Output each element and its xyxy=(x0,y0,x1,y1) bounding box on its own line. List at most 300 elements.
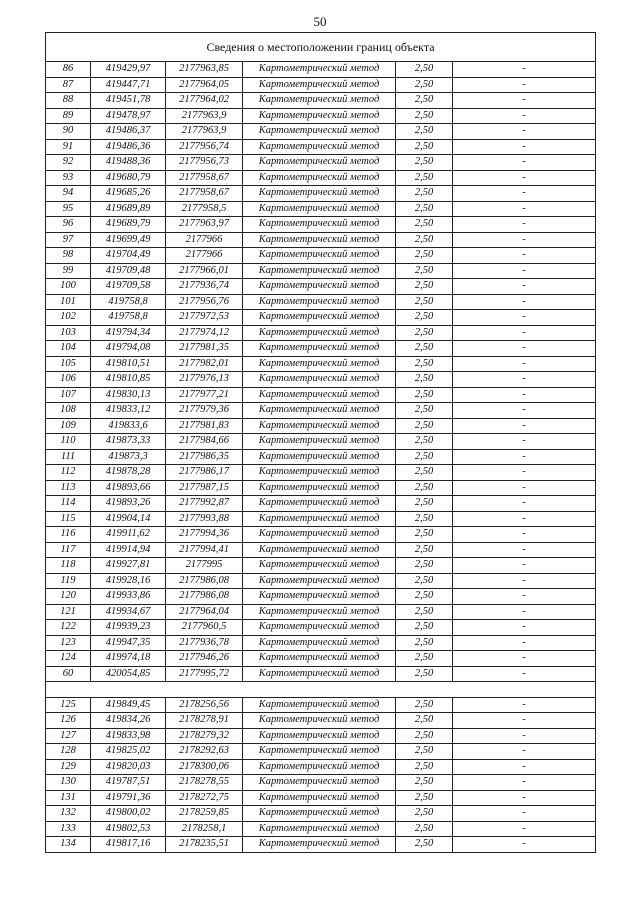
point-number-cell: 114 xyxy=(46,496,91,512)
point-number-cell: 98 xyxy=(46,248,91,264)
method-cell: Картометрический метод xyxy=(243,294,396,310)
method-cell: Картометрический метод xyxy=(243,449,396,465)
table-row xyxy=(46,697,596,713)
table-row xyxy=(46,449,596,465)
description-cell: - xyxy=(453,217,596,233)
point-number-cell: 106 xyxy=(46,372,91,388)
table-row xyxy=(46,790,596,806)
method-cell: Картометрический метод xyxy=(243,93,396,109)
description-cell: - xyxy=(453,232,596,248)
point-number-cell: 119 xyxy=(46,573,91,589)
description-cell: - xyxy=(453,434,596,450)
accuracy-cell: 2,50 xyxy=(396,713,453,729)
y-coordinate-cell: 2177994,36 xyxy=(166,527,243,543)
method-cell: Картометрический метод xyxy=(243,775,396,791)
method-cell: Картометрический метод xyxy=(243,744,396,760)
table-row xyxy=(46,279,596,295)
accuracy-cell: 2,50 xyxy=(396,310,453,326)
y-coordinate-cell: 2177993,88 xyxy=(166,511,243,527)
method-cell: Картометрический метод xyxy=(243,728,396,744)
point-number-cell: 127 xyxy=(46,728,91,744)
accuracy-cell: 2,50 xyxy=(396,744,453,760)
table-row xyxy=(46,325,596,341)
x-coordinate-cell: 419680,79 xyxy=(91,170,166,186)
accuracy-cell: 2,50 xyxy=(396,542,453,558)
y-coordinate-cell: 2178235,51 xyxy=(166,837,243,853)
group-separator-cell xyxy=(46,682,596,698)
x-coordinate-cell: 419833,12 xyxy=(91,403,166,419)
accuracy-cell: 2,50 xyxy=(396,108,453,124)
table-row xyxy=(46,837,596,853)
accuracy-cell: 2,50 xyxy=(396,480,453,496)
x-coordinate-cell: 419794,08 xyxy=(91,341,166,357)
x-coordinate-cell: 419911,62 xyxy=(91,527,166,543)
x-coordinate-cell: 419873,3 xyxy=(91,449,166,465)
method-cell: Картометрический метод xyxy=(243,465,396,481)
y-coordinate-cell: 2177972,53 xyxy=(166,310,243,326)
table-row xyxy=(46,558,596,574)
method-cell: Картометрический метод xyxy=(243,620,396,636)
table-row xyxy=(46,511,596,527)
table-row xyxy=(46,713,596,729)
table-row xyxy=(46,573,596,589)
y-coordinate-cell: 2177963,97 xyxy=(166,217,243,233)
x-coordinate-cell: 419486,36 xyxy=(91,139,166,155)
x-coordinate-cell: 419787,51 xyxy=(91,775,166,791)
table-row xyxy=(46,589,596,605)
description-cell: - xyxy=(453,356,596,372)
accuracy-cell: 2,50 xyxy=(396,558,453,574)
point-number-cell: 87 xyxy=(46,77,91,93)
point-number-cell: 117 xyxy=(46,542,91,558)
table-row xyxy=(46,155,596,171)
accuracy-cell: 2,50 xyxy=(396,790,453,806)
method-cell: Картометрический метод xyxy=(243,589,396,605)
x-coordinate-cell: 419794,34 xyxy=(91,325,166,341)
description-cell: - xyxy=(453,248,596,264)
method-cell: Картометрический метод xyxy=(243,558,396,574)
point-number-cell: 92 xyxy=(46,155,91,171)
y-coordinate-cell: 2178272,75 xyxy=(166,790,243,806)
accuracy-cell: 2,50 xyxy=(396,232,453,248)
x-coordinate-cell: 419849,45 xyxy=(91,697,166,713)
method-cell: Картометрический метод xyxy=(243,201,396,217)
method-cell: Картометрический метод xyxy=(243,372,396,388)
point-number-cell: 124 xyxy=(46,651,91,667)
table-row xyxy=(46,666,596,682)
method-cell: Картометрический метод xyxy=(243,341,396,357)
description-cell: - xyxy=(453,790,596,806)
table-row xyxy=(46,62,596,78)
accuracy-cell: 2,50 xyxy=(396,604,453,620)
accuracy-cell: 2,50 xyxy=(396,449,453,465)
method-cell: Картометрический метод xyxy=(243,139,396,155)
table-row xyxy=(46,821,596,837)
accuracy-cell: 2,50 xyxy=(396,325,453,341)
method-cell: Картометрический метод xyxy=(243,403,396,419)
description-cell: - xyxy=(453,77,596,93)
method-cell: Картометрический метод xyxy=(243,511,396,527)
y-coordinate-cell: 2177958,67 xyxy=(166,170,243,186)
method-cell: Картометрический метод xyxy=(243,651,396,667)
table-row xyxy=(46,775,596,791)
y-coordinate-cell: 2177981,83 xyxy=(166,418,243,434)
method-cell: Картометрический метод xyxy=(243,108,396,124)
point-number-cell: 130 xyxy=(46,775,91,791)
point-number-cell: 94 xyxy=(46,186,91,202)
description-cell: - xyxy=(453,170,596,186)
point-number-cell: 95 xyxy=(46,201,91,217)
table-row xyxy=(46,341,596,357)
y-coordinate-cell: 2178278,55 xyxy=(166,775,243,791)
accuracy-cell: 2,50 xyxy=(396,93,453,109)
description-cell: - xyxy=(453,496,596,512)
description-cell: - xyxy=(453,139,596,155)
description-cell: - xyxy=(453,635,596,651)
table-row xyxy=(46,93,596,109)
description-cell: - xyxy=(453,511,596,527)
x-coordinate-cell: 419709,48 xyxy=(91,263,166,279)
point-number-cell: 100 xyxy=(46,279,91,295)
x-coordinate-cell: 419810,51 xyxy=(91,356,166,372)
method-cell: Картометрический метод xyxy=(243,790,396,806)
table-row xyxy=(46,604,596,620)
method-cell: Картометрический метод xyxy=(243,356,396,372)
method-cell: Картометрический метод xyxy=(243,666,396,682)
x-coordinate-cell: 419704,49 xyxy=(91,248,166,264)
accuracy-cell: 2,50 xyxy=(396,775,453,791)
table-row xyxy=(46,542,596,558)
y-coordinate-cell: 2178300,06 xyxy=(166,759,243,775)
x-coordinate-cell: 419833,98 xyxy=(91,728,166,744)
accuracy-cell: 2,50 xyxy=(396,356,453,372)
accuracy-cell: 2,50 xyxy=(396,666,453,682)
y-coordinate-cell: 2177984,66 xyxy=(166,434,243,450)
description-cell: - xyxy=(453,186,596,202)
y-coordinate-cell: 2177995 xyxy=(166,558,243,574)
accuracy-cell: 2,50 xyxy=(396,573,453,589)
method-cell: Картометрический метод xyxy=(243,496,396,512)
point-number-cell: 109 xyxy=(46,418,91,434)
point-number-cell: 102 xyxy=(46,310,91,326)
method-cell: Картометрический метод xyxy=(243,217,396,233)
point-number-cell: 121 xyxy=(46,604,91,620)
accuracy-cell: 2,50 xyxy=(396,62,453,78)
method-cell: Картометрический метод xyxy=(243,806,396,822)
table-row xyxy=(46,480,596,496)
method-cell: Картометрический метод xyxy=(243,635,396,651)
point-number-cell: 134 xyxy=(46,837,91,853)
description-cell: - xyxy=(453,403,596,419)
description-cell: - xyxy=(453,806,596,822)
point-number-cell: 123 xyxy=(46,635,91,651)
table-row xyxy=(46,465,596,481)
x-coordinate-cell: 419914,94 xyxy=(91,542,166,558)
y-coordinate-cell: 2177966,01 xyxy=(166,263,243,279)
y-coordinate-cell: 2177992,87 xyxy=(166,496,243,512)
x-coordinate-cell: 419904,14 xyxy=(91,511,166,527)
method-cell: Картометрический метод xyxy=(243,573,396,589)
boundary-table-container xyxy=(45,32,595,853)
method-cell: Картометрический метод xyxy=(243,124,396,140)
method-cell: Картометрический метод xyxy=(243,325,396,341)
x-coordinate-cell: 419947,35 xyxy=(91,635,166,651)
method-cell: Картометрический метод xyxy=(243,232,396,248)
x-coordinate-cell: 419699,49 xyxy=(91,232,166,248)
accuracy-cell: 2,50 xyxy=(396,77,453,93)
accuracy-cell: 2,50 xyxy=(396,294,453,310)
description-cell: - xyxy=(453,651,596,667)
point-number-cell: 113 xyxy=(46,480,91,496)
point-number-cell: 112 xyxy=(46,465,91,481)
description-cell: - xyxy=(453,108,596,124)
table-row xyxy=(46,806,596,822)
method-cell: Картометрический метод xyxy=(243,713,396,729)
y-coordinate-cell: 2177963,9 xyxy=(166,108,243,124)
accuracy-cell: 2,50 xyxy=(396,527,453,543)
accuracy-cell: 2,50 xyxy=(396,124,453,140)
x-coordinate-cell: 419800,02 xyxy=(91,806,166,822)
x-coordinate-cell: 419802,53 xyxy=(91,821,166,837)
accuracy-cell: 2,50 xyxy=(396,651,453,667)
description-cell: - xyxy=(453,573,596,589)
description-cell: - xyxy=(453,372,596,388)
x-coordinate-cell: 419486,37 xyxy=(91,124,166,140)
point-number-cell: 108 xyxy=(46,403,91,419)
table-row xyxy=(46,403,596,419)
table-row xyxy=(46,248,596,264)
point-number-cell: 107 xyxy=(46,387,91,403)
method-cell: Картометрический метод xyxy=(243,480,396,496)
description-cell: - xyxy=(453,93,596,109)
table-row xyxy=(46,728,596,744)
y-coordinate-cell: 2177963,85 xyxy=(166,62,243,78)
y-coordinate-cell: 2178279,32 xyxy=(166,728,243,744)
y-coordinate-cell: 2177960,5 xyxy=(166,620,243,636)
x-coordinate-cell: 419825,02 xyxy=(91,744,166,760)
y-coordinate-cell: 2177987,15 xyxy=(166,480,243,496)
x-coordinate-cell: 419873,33 xyxy=(91,434,166,450)
method-cell: Картометрический метод xyxy=(243,604,396,620)
method-cell: Картометрический метод xyxy=(243,697,396,713)
y-coordinate-cell: 2177964,04 xyxy=(166,604,243,620)
table-row xyxy=(46,635,596,651)
table-row xyxy=(46,310,596,326)
table-row xyxy=(46,651,596,667)
x-coordinate-cell: 419830,13 xyxy=(91,387,166,403)
description-cell: - xyxy=(453,558,596,574)
table-row xyxy=(46,201,596,217)
table-title: Сведения о местоположении границ объекта xyxy=(46,33,596,62)
y-coordinate-cell: 2177986,08 xyxy=(166,589,243,605)
x-coordinate-cell: 419834,26 xyxy=(91,713,166,729)
y-coordinate-cell: 2177958,67 xyxy=(166,186,243,202)
y-coordinate-cell: 2177963,9 xyxy=(166,124,243,140)
y-coordinate-cell: 2177956,73 xyxy=(166,155,243,171)
table-row xyxy=(46,496,596,512)
method-cell: Картометрический метод xyxy=(243,155,396,171)
x-coordinate-cell: 419817,16 xyxy=(91,837,166,853)
method-cell: Картометрический метод xyxy=(243,542,396,558)
x-coordinate-cell: 419974,18 xyxy=(91,651,166,667)
y-coordinate-cell: 2177982,01 xyxy=(166,356,243,372)
accuracy-cell: 2,50 xyxy=(396,759,453,775)
point-number-cell: 110 xyxy=(46,434,91,450)
description-cell: - xyxy=(453,744,596,760)
point-number-cell: 111 xyxy=(46,449,91,465)
accuracy-cell: 2,50 xyxy=(396,465,453,481)
y-coordinate-cell: 2178292,63 xyxy=(166,744,243,760)
method-cell: Картометрический метод xyxy=(243,263,396,279)
accuracy-cell: 2,50 xyxy=(396,511,453,527)
y-coordinate-cell: 2177956,76 xyxy=(166,294,243,310)
description-cell: - xyxy=(453,62,596,78)
x-coordinate-cell: 419791,36 xyxy=(91,790,166,806)
accuracy-cell: 2,50 xyxy=(396,170,453,186)
y-coordinate-cell: 2177936,74 xyxy=(166,279,243,295)
x-coordinate-cell: 419429,97 xyxy=(91,62,166,78)
point-number-cell: 97 xyxy=(46,232,91,248)
description-cell: - xyxy=(453,542,596,558)
y-coordinate-cell: 2178259,85 xyxy=(166,806,243,822)
point-number-cell: 96 xyxy=(46,217,91,233)
point-number-cell: 116 xyxy=(46,527,91,543)
accuracy-cell: 2,50 xyxy=(396,403,453,419)
description-cell: - xyxy=(453,263,596,279)
y-coordinate-cell: 2177994,41 xyxy=(166,542,243,558)
accuracy-cell: 2,50 xyxy=(396,837,453,853)
description-cell: - xyxy=(453,480,596,496)
table-row xyxy=(46,527,596,543)
method-cell: Картометрический метод xyxy=(243,310,396,326)
table-row xyxy=(46,263,596,279)
accuracy-cell: 2,50 xyxy=(396,728,453,744)
point-number-cell: 90 xyxy=(46,124,91,140)
description-cell: - xyxy=(453,155,596,171)
x-coordinate-cell: 419488,36 xyxy=(91,155,166,171)
method-cell: Картометрический метод xyxy=(243,418,396,434)
accuracy-cell: 2,50 xyxy=(396,248,453,264)
table-row xyxy=(46,759,596,775)
y-coordinate-cell: 2177964,05 xyxy=(166,77,243,93)
point-number-cell: 91 xyxy=(46,139,91,155)
x-coordinate-cell: 419893,66 xyxy=(91,480,166,496)
accuracy-cell: 2,50 xyxy=(396,434,453,450)
description-cell: - xyxy=(453,666,596,682)
point-number-cell: 88 xyxy=(46,93,91,109)
table-row xyxy=(46,186,596,202)
y-coordinate-cell: 2177946,26 xyxy=(166,651,243,667)
accuracy-cell: 2,50 xyxy=(396,341,453,357)
table-row xyxy=(46,170,596,186)
y-coordinate-cell: 2177956,74 xyxy=(166,139,243,155)
y-coordinate-cell: 2177966 xyxy=(166,248,243,264)
description-cell: - xyxy=(453,759,596,775)
table-row xyxy=(46,356,596,372)
description-cell: - xyxy=(453,418,596,434)
table-row xyxy=(46,418,596,434)
point-number-cell: 101 xyxy=(46,294,91,310)
point-number-cell: 120 xyxy=(46,589,91,605)
accuracy-cell: 2,50 xyxy=(396,372,453,388)
point-number-cell: 122 xyxy=(46,620,91,636)
method-cell: Картометрический метод xyxy=(243,62,396,78)
boundary-table xyxy=(45,32,596,853)
point-number-cell: 104 xyxy=(46,341,91,357)
accuracy-cell: 2,50 xyxy=(396,418,453,434)
x-coordinate-cell: 419447,71 xyxy=(91,77,166,93)
description-cell: - xyxy=(453,201,596,217)
method-cell: Картометрический метод xyxy=(243,248,396,264)
point-number-cell: 132 xyxy=(46,806,91,822)
description-cell: - xyxy=(453,713,596,729)
x-coordinate-cell: 419758,8 xyxy=(91,294,166,310)
x-coordinate-cell: 419820,03 xyxy=(91,759,166,775)
description-cell: - xyxy=(453,620,596,636)
method-cell: Картометрический метод xyxy=(243,77,396,93)
point-number-cell: 115 xyxy=(46,511,91,527)
accuracy-cell: 2,50 xyxy=(396,635,453,651)
description-cell: - xyxy=(453,294,596,310)
method-cell: Картометрический метод xyxy=(243,170,396,186)
description-cell: - xyxy=(453,728,596,744)
table-row xyxy=(46,77,596,93)
description-cell: - xyxy=(453,279,596,295)
description-cell: - xyxy=(453,697,596,713)
description-cell: - xyxy=(453,310,596,326)
y-coordinate-cell: 2177958,5 xyxy=(166,201,243,217)
point-number-cell: 103 xyxy=(46,325,91,341)
description-cell: - xyxy=(453,775,596,791)
accuracy-cell: 2,50 xyxy=(396,217,453,233)
point-number-cell: 125 xyxy=(46,697,91,713)
accuracy-cell: 2,50 xyxy=(396,279,453,295)
accuracy-cell: 2,50 xyxy=(396,697,453,713)
y-coordinate-cell: 2178256,56 xyxy=(166,697,243,713)
accuracy-cell: 2,50 xyxy=(396,186,453,202)
table-row xyxy=(46,294,596,310)
accuracy-cell: 2,50 xyxy=(396,821,453,837)
y-coordinate-cell: 2178278,91 xyxy=(166,713,243,729)
y-coordinate-cell: 2177977,21 xyxy=(166,387,243,403)
y-coordinate-cell: 2177986,08 xyxy=(166,573,243,589)
description-cell: - xyxy=(453,341,596,357)
x-coordinate-cell: 419893,26 xyxy=(91,496,166,512)
point-number-cell: 118 xyxy=(46,558,91,574)
x-coordinate-cell: 419451,78 xyxy=(91,93,166,109)
description-cell: - xyxy=(453,124,596,140)
x-coordinate-cell: 419758,8 xyxy=(91,310,166,326)
method-cell: Картометрический метод xyxy=(243,527,396,543)
description-cell: - xyxy=(453,465,596,481)
table-row xyxy=(46,139,596,155)
y-coordinate-cell: 2177976,13 xyxy=(166,372,243,388)
table-row xyxy=(46,620,596,636)
point-number-cell: 105 xyxy=(46,356,91,372)
point-number-cell: 129 xyxy=(46,759,91,775)
accuracy-cell: 2,50 xyxy=(396,589,453,605)
x-coordinate-cell: 419939,23 xyxy=(91,620,166,636)
x-coordinate-cell: 419689,89 xyxy=(91,201,166,217)
accuracy-cell: 2,50 xyxy=(396,387,453,403)
method-cell: Картометрический метод xyxy=(243,186,396,202)
point-number-cell: 89 xyxy=(46,108,91,124)
x-coordinate-cell: 419927,81 xyxy=(91,558,166,574)
accuracy-cell: 2,50 xyxy=(396,201,453,217)
accuracy-cell: 2,50 xyxy=(396,806,453,822)
table-row xyxy=(46,108,596,124)
table-row xyxy=(46,217,596,233)
